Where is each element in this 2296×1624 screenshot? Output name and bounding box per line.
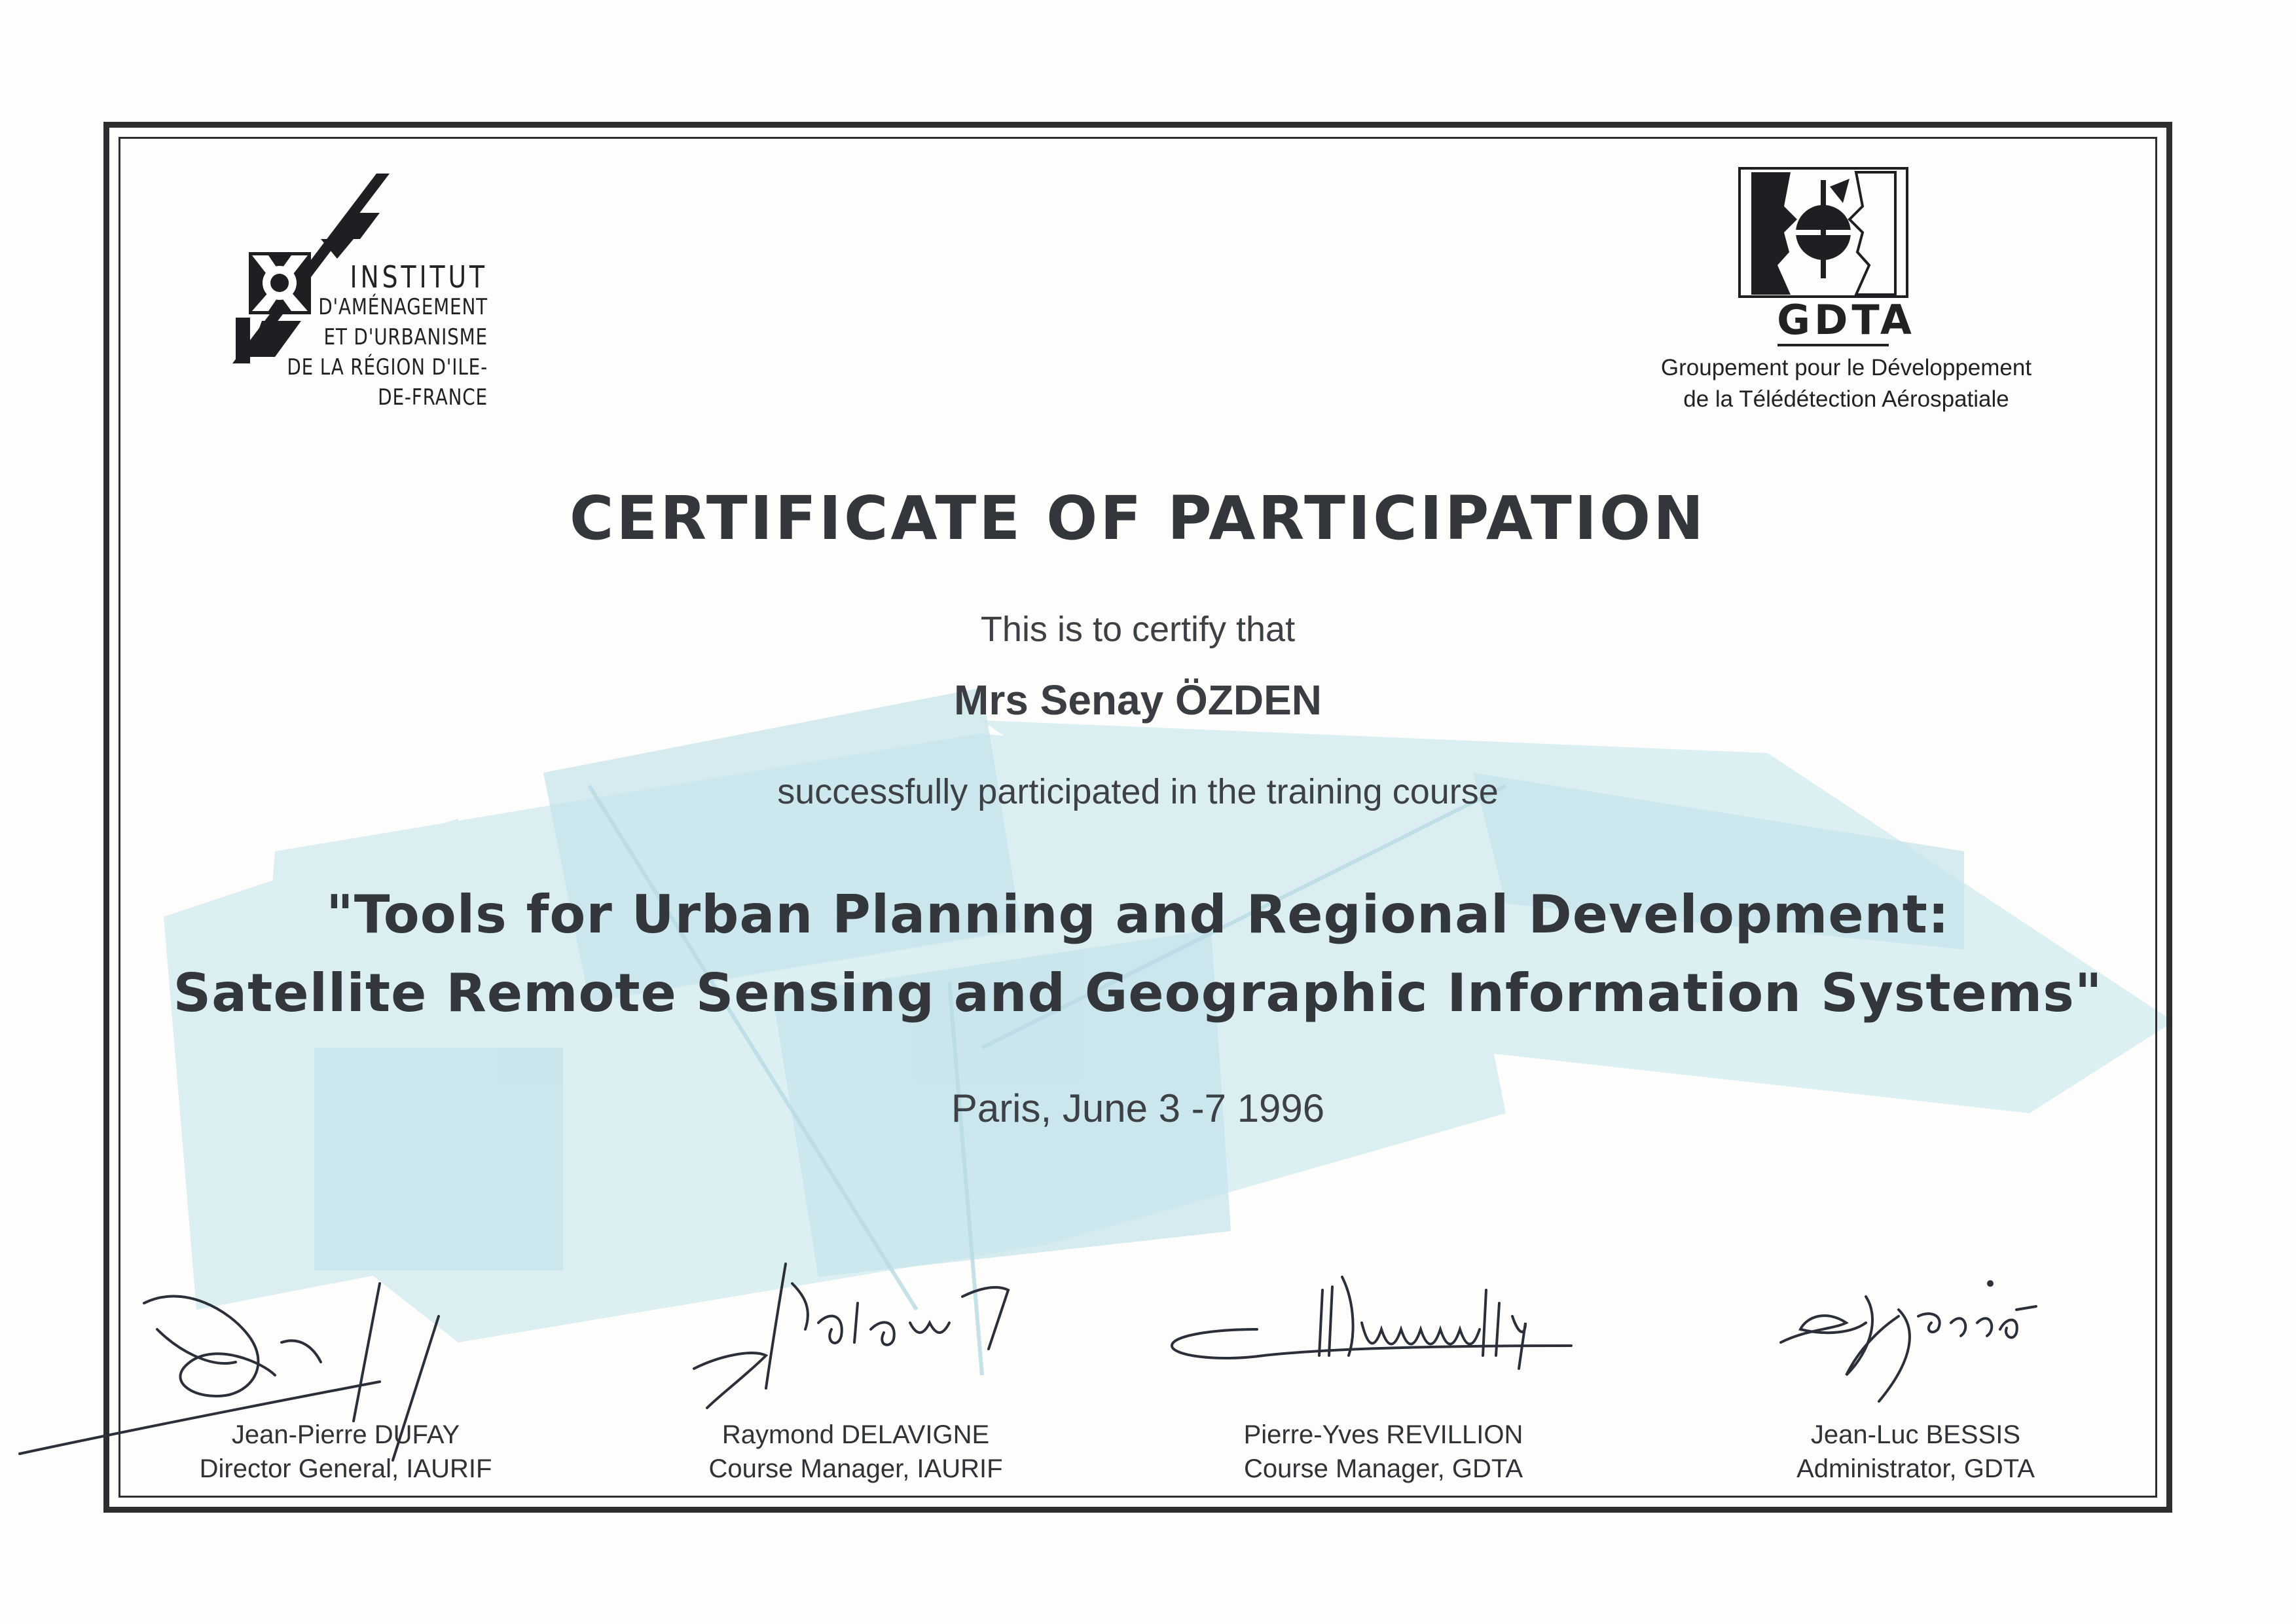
signatory-2-name: Raymond DELAVIGNE (721, 1420, 990, 1449)
signatory-2 (627, 1418, 1085, 1486)
gdta-subtitle-line-1: Groupement pour le Développement (1660, 355, 2032, 380)
recipient-name: Mrs Senay ÖZDEN (954, 676, 1322, 724)
iaurif-institute-name (273, 259, 488, 413)
gdta-subtitle (1584, 352, 2108, 415)
iaurif-line-2: D'AMÉNAGEMENT (318, 294, 488, 320)
place-and-date: Paris, June 3 -7 1996 (951, 1086, 1325, 1130)
iaurif-line-4: DE LA RÉGION D'ILE-DE-FRANCE (287, 354, 488, 411)
signatory-4-role: Administrator, GDTA (1796, 1454, 2035, 1483)
certify-line: This is to certify that (980, 610, 1296, 649)
course-title-line-2: Satellite Remote Sensing and Geographic Information Systems" (173, 963, 2103, 1024)
signature-bessis (1768, 1270, 2043, 1421)
signatory-4 (1686, 1418, 2145, 1486)
gdta-name: GDTA (1777, 296, 1916, 344)
signatory-1 (117, 1418, 575, 1486)
participated-line: successfully participated in the training course (777, 772, 1499, 811)
signatory-4-name: Jean-Luc BESSIS (1810, 1420, 2021, 1449)
gdta-logo-icon (1738, 167, 1908, 298)
signatory-3-name: Pierre-Yves REVILLION (1243, 1420, 1523, 1449)
signatory-1-name: Jean-Pierre DUFAY (231, 1420, 460, 1449)
course-title-line-1: "Tools for Urban Planning and Regional Development: (326, 884, 1950, 945)
signatory-3 (1154, 1418, 1613, 1486)
signature-delavigne (681, 1244, 1048, 1414)
signatory-3-role: Course Manager, GDTA (1243, 1454, 1523, 1483)
iaurif-line-1: INSTITUT (350, 259, 488, 295)
certificate-title: CERTIFICATE OF PARTICIPATION (569, 483, 1707, 553)
signature-revillion (1159, 1264, 1578, 1395)
iaurif-line-3: ET D'URBANISME (323, 324, 488, 350)
gdta-divider (1777, 344, 1889, 348)
gdta-subtitle-line-2: de la Télédétection Aérospatiale (1683, 386, 2009, 412)
signatory-1-role: Director General, IAURIF (199, 1454, 492, 1483)
signatory-2-role: Course Manager, IAURIF (708, 1454, 1003, 1483)
